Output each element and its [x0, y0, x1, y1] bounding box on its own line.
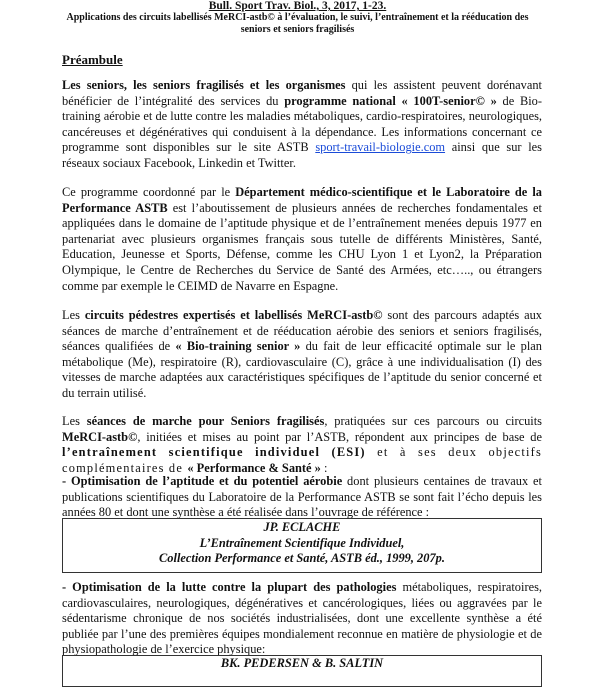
reference-title: L’Entraînement Scientifique Individuel,: [199, 535, 405, 550]
sessions-text-1: Les: [62, 414, 87, 428]
paragraph-pathologies: [62, 580, 542, 658]
program-text-1: Ce programme coordonné par le: [62, 185, 236, 199]
reference-author: JP. ECLACHE: [263, 520, 341, 534]
reference-author-2: BK. PEDERSEN & B. SALTIN: [220, 656, 384, 670]
sessions-performance: « Performance & Santé »: [187, 460, 321, 475]
sessions-esi: l’entraînement scientifique individuel (ESI): [62, 445, 366, 460]
reference-box-pedersen: [62, 655, 542, 687]
paragraph-sessions: [62, 414, 542, 476]
intro-text-3: ainsi que sur les réseaux sociaux Facebook, Linkedin et Twitter.: [62, 140, 542, 170]
intro-text-1: qui les assistent peuvent dorénavant bénéficier de l’intégralité des services du: [62, 78, 542, 108]
intro-program-name: programme national « 100T-senior© »: [284, 93, 497, 108]
circuits-biotraining: « Bio-training senior »: [175, 339, 301, 354]
program-text-2: est l’aboutissement de plusieurs années de recherches fondamentales et appliquées dans le domaine de l’aptitude physique et de l’entraînement menées depuis 1977 en partenariat avec plusieurs organismes français sous tutelle de différents Ministères, Santé, Education, Jeunesse et Sports, Défense, comme les CHU Lyon 1 et Lyon2, la Préparation Olympique, le Centre de Recherches du Service de Santé des Armées, etc….., ou étrangers comme par exemple le CEIMD de Navarre en Espagne.: [62, 200, 542, 293]
circuits-name: circuits pédestres expertisés et labellisés MeRCI-astb©: [84, 308, 383, 322]
aptitude-lead: - Optimisation de l’aptitude et du potentiel aérobie: [62, 474, 343, 488]
intro-lead: Les seniors, les seniors fragilisés et les organismes: [62, 78, 346, 92]
paragraph-intro: [62, 78, 542, 172]
journal-citation: Bull. Sport Trav. Biol., 3, 2017, 1-23.: [208, 0, 387, 12]
intro-text-2: de Bio-training aérobie et de lutte contre les maladies métaboliques, cardio-respiratoires, neurologiques, cancéreuses et dégénératives qui conduisent à la dépendance. Les informations concernant ce programme sont disponibles sur le site ASTB: [62, 93, 543, 155]
sessions-text-5: :: [320, 460, 328, 475]
circuits-text-2: sont des parcours adaptés aux séances de marche d’entraînement et de rééducation aérobie des seniors et seniors fragilisés, séances qualifiées de: [62, 308, 542, 354]
sessions-text-2: , pratiquées sur ces parcours ou circuits: [324, 414, 542, 428]
circuits-text-3: du fait de leur efficacité optimale sur le plan métabolique (Me), respiratoire (R), cardiovasculaire (C), grâce à une individualisation (I) des vitesses de marche adaptées aux caractéristiques spécifiques de l’aptitude du senior concerné et du terrain utilisé.: [62, 339, 542, 400]
section-heading: Préambule: [62, 52, 123, 67]
program-department: Département médico-scientifique et le Laboratoire de la Performance ASTB: [62, 185, 542, 215]
website-link[interactable]: sport-travail-biologie.com: [315, 140, 446, 155]
aptitude-text: dont plusieurs centaines de travaux et publications scientifiques du Laboratoire de la Performance ASTB se sont fait l’écho depuis les années 80 et dont une synthèse a été réalisée dans l’ouvrage de référence :: [62, 474, 542, 520]
reference-source: Collection Performance et Santé, ASTB éd., 1999, 207p.: [159, 551, 445, 565]
paragraph-program: [62, 185, 542, 294]
sessions-merci: MeRCI-astb©: [62, 429, 138, 444]
paragraph-aptitude: [62, 474, 542, 521]
article-title: Applications des circuits labellisés MeRCI-astb© à l’évaluation, le suivi, l’entraînement et la rééducation des seniors et seniors fragilisés: [66, 12, 529, 35]
sessions-text-4: et à ses deux objectifs complémentaires de: [62, 445, 542, 475]
pathologies-lead: - Optimisation de la lutte contre la plupart des pathologies: [62, 580, 397, 594]
paragraph-circuits: [62, 308, 542, 402]
circuits-text-1: Les: [62, 308, 85, 322]
pathologies-text: métaboliques, respiratoires, cardiovasculaires, neurologiques, dégénératives et cancérologiques, liées ou aggravées par le sédentarisme chronique de nos sociétés industrialisées, dont une excellente synthèse a été publiée par l’une des premières équipes mondialement reconnue en matière de physiologie et de physiopathologie de l’exercice physique:: [62, 580, 542, 657]
sessions-text-3: , initiées et mises au point par l’ASTB, répondent aux principes de base de: [137, 429, 542, 444]
sessions-name: séances de marche pour Seniors fragilisés: [86, 414, 325, 428]
reference-box-eclache: [62, 518, 542, 573]
